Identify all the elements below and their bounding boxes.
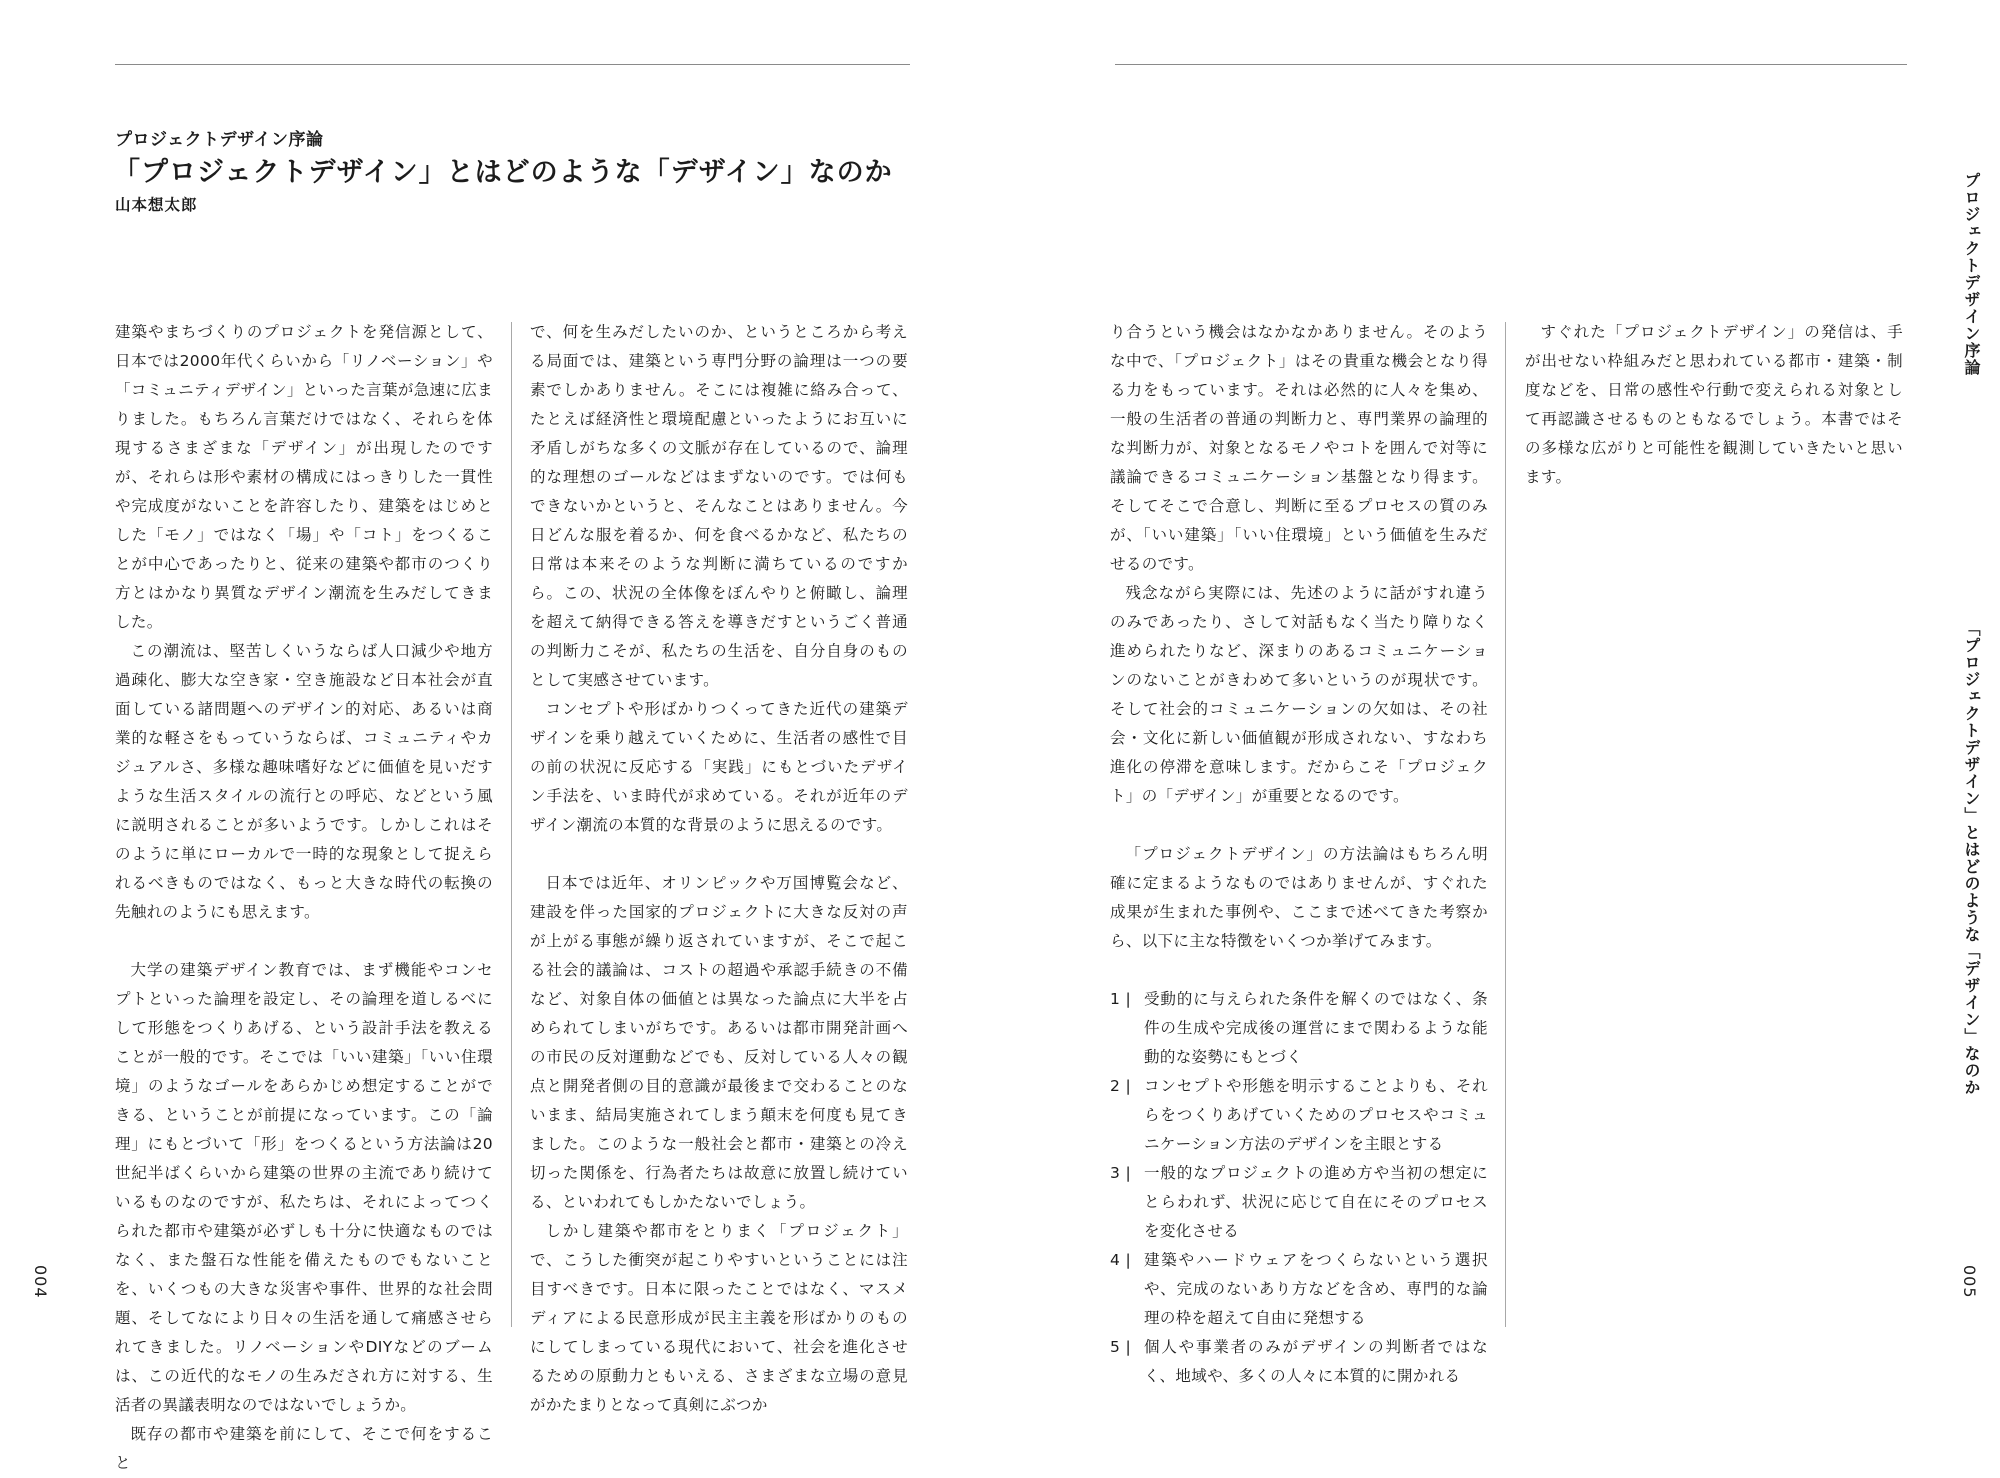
paragraph: 建築やまちづくりのプロジェクトを発信源として、日本では2000年代くらいから「リノベーション」や「コミュニティデザイン」といった言葉が急速に広まりました。もちろん言葉だけではなく、それらを体現するさまざまな「デザイン」が出現したのですが、それらは形や素材の構成にはっきりした一貫性や完成度がないことを許容したり、建築をはじめとした「モノ」ではなく「場」や「コト」をつくることが中心であったりと、従来の建築や都市のつくり方とはかなり異質なデザイン潮流を生みだしてきました。 [115,323,493,631]
list-item [1110,1333,1488,1391]
list-text: 一般的なプロジェクトの進め方や当初の想定にとらわれず、状況に応じて自在にそのプロセスを変化させる [1144,1164,1488,1240]
paragraph: で、何を生みだしたいのか、というところから考える局面では、建築という専門分野の論理は一つの要素でしかありません。そこには複雑に絡み合って、たとえば経済性と環境配慮といったようにお互いに矛盾しがちな多くの文脈が存在しているので、論理的な理想のゴールなどはまずないのです。では何もできないかというと、そんなことはありません。今日どんな服を着るか、何を食べるかなど、私たちの日常は本来そのような判断に満ちているのですから。この、状況の全体像をぼんやりと俯瞰し、論理を超えて納得できる答えを導きだすというごく普通の判断力こそが、私たちの生活を、自分自身のものとして実感させています。 [530,323,908,689]
article-title: 「プロジェクトデザイン」とはどのような「デザイン」なのか [113,157,893,188]
list-item [1110,1159,1488,1246]
paragraph: コンセプトや形ばかりつくってきた近代の建築デザインを乗り越えていくために、生活者の感性で目の前の状況に反応する「実践」にもとづいたデザイン手法を、いま時代が求めている。それが近年のデザイン潮流の本質的な背景のように思えるのです。 [530,700,908,834]
list-item [1110,1072,1488,1159]
paragraph: この潮流は、堅苦しくいうならば人口減少や地方過疎化、膨大な空き家・空き施設など日本社会が直面している諸問題へのデザイン的対応、あるいは商業的な軽さをもっていうならば、コミュニティやカジュアルさ、多様な趣味嗜好などに価値を見いだすような生活スタイルの流行との呼応、などという風に説明されることが多いようです。しかしこれはそのように単にローカルで一時的な現象として捉えられるべきものではなく、もっと大きな時代の転換の先触れのようにも思えます。 [115,642,493,921]
paragraph: 残念ながら実際には、先述のように話がすれ違うのみであったり、さして対話もなく当たり障りなく進められたりなど、深まりのあるコミュニケーションのないことがきわめて多いというのが現状です。そして社会的コミュニケーションの欠如は、その社会・文化に新しい価値観が形成されない、すなわち進化の停滞を意味します。だからこそ「プロジェクト」の「デザイン」が重要となるのです。 [1110,584,1488,805]
column-divider [511,322,512,1327]
top-rule-right [1115,64,1907,65]
text-column-2 [530,318,908,1420]
column-divider [1505,322,1506,1327]
text-column-1 [115,318,493,1478]
top-rule-left [115,64,910,65]
paragraph: 「プロジェクトデザイン」の方法論はもちろん明確に定まるようなものではありませんが、すぐれた成果が生まれた事例や、ここまで述べてきた考察から、以下に主な特徴をいくつか挙げてみます。 [1110,845,1488,950]
text-column-4 [1525,318,1903,492]
running-head-section: プロジェクトデザイン序論 [1962,172,1981,376]
list-number: 3 | [1110,1164,1132,1182]
paragraph: すぐれた「プロジェクトデザイン」の発信は、手が出せない枠組みだと思われている都市・建築・制度などを、日常の感性や行動で変えられる対象として再認識させるものともなるでしょう。本書ではその多様な広がりと可能性を観測していきたいと思います。 [1525,323,1903,486]
running-head-title: 「プロジェクトデザイン」とはどのような「デザイン」なのか [1962,620,1981,1096]
paragraph: 日本では近年、オリンピックや万国博覧会など、建設を伴った国家的プロジェクトに大きな反対の声が上がる事態が繰り返されていますが、そこで起こる社会的議論は、コストの超過や承認手続きの不備など、対象自体の価値とは異なった論点に大半を占められてしまいがちです。あるいは都市開発計画への市民の反対運動などでも、反対している人々の観点と開発者側の目的意識が最後まで交わることのないまま、結局実施されてしまう顛末を何度も見てきました。このような一般社会と都市・建築との冷え切った関係を、行為者たちは故意に放置し続けている、といわれてもしかたないでしょう。 [530,874,908,1211]
article-subtitle: プロジェクトデザイン序論 [115,130,324,150]
list-item [1110,1246,1488,1333]
list-number: 1 | [1110,990,1132,1008]
page-number-left: 004 [31,1265,50,1299]
paragraph: り合うという機会はなかなかありません。そのような中で、「プロジェクト」はその貴重な機会となり得る力をもっています。それは必然的に人々を集め、一般の生活者の普通の判断力と、専門業界の論理的な判断力が、対象となるモノやコトを囲んで対等に議論できるコミュニケーション基盤となり得ます。そしてそこで合意し、判断に至るプロセスの質のみが、「いい建築」「いい住環境」という価値を生みだせるのです。 [1110,323,1488,573]
list-item [1110,985,1488,1072]
text-column-3 [1110,318,1488,1391]
list-text: 個人や事業者のみがデザインの判断者ではなく、地域や、多くの人々に本質的に開かれる [1144,1338,1488,1385]
paragraph: しかし建築や都市をとりまく「プロジェクト」で、こうした衝突が起こりやすいということには注目すべきです。日本に限ったことではなく、マスメディアによる民意形成が民主主義を形ばかりのものにしてしまっている現代において、社会を進化させるための原動力ともいえる、さまざまな立場の意見がかたまりとなって真剣にぶつか [530,1222,908,1414]
paragraph: 既存の都市や建築を前にして、そこで何をすること [115,1425,493,1472]
list-text: 建築やハードウェアをつくらないという選択や、完成のないあり方などを含め、専門的な論理の枠を超えて自由に発想する [1144,1251,1488,1327]
list-text: 受動的に与えられた条件を解くのではなく、条件の生成や完成後の運営にまで関わるような能動的な姿勢にもとづく [1144,990,1488,1066]
page-number-right: 005 [1960,1265,1979,1299]
paragraph: 大学の建築デザイン教育では、まず機能やコンセプトといった論理を設定し、その論理を道しるべにして形態をつくりあげる、という設計手法を教えることが一般的です。そこでは「いい建築」「いい住環境」のようなゴールをあらかじめ想定することができる、ということが前提になっています。この「論理」にもとづいて「形」をつくるという方法論は20世紀半ばくらいから建築の世界の主流であり続けているものなのですが、私たちは、それによってつくられた都市や建築が必ずしも十分に快適なものではなく、また盤石な性能を備えたものでもないことを、いくつもの大きな災害や事件、世界的な社会問題、そしてなにより日々の生活を通して痛感させられてきました。リノベーションやDIYなどのブームは、この近代的なモノの生みだされ方に対する、生活者の異議表明なのではないでしょうか。 [115,961,493,1414]
list-number: 2 | [1110,1077,1132,1095]
list-number: 4 | [1110,1251,1132,1269]
feature-list [1110,985,1488,1391]
list-text: コンセプトや形態を明示することよりも、それらをつくりあげていくためのプロセスやコミュニケーション方法のデザインを主眼とする [1144,1077,1488,1153]
list-number: 5 | [1110,1338,1132,1356]
article-author: 山本想太郎 [115,196,198,214]
